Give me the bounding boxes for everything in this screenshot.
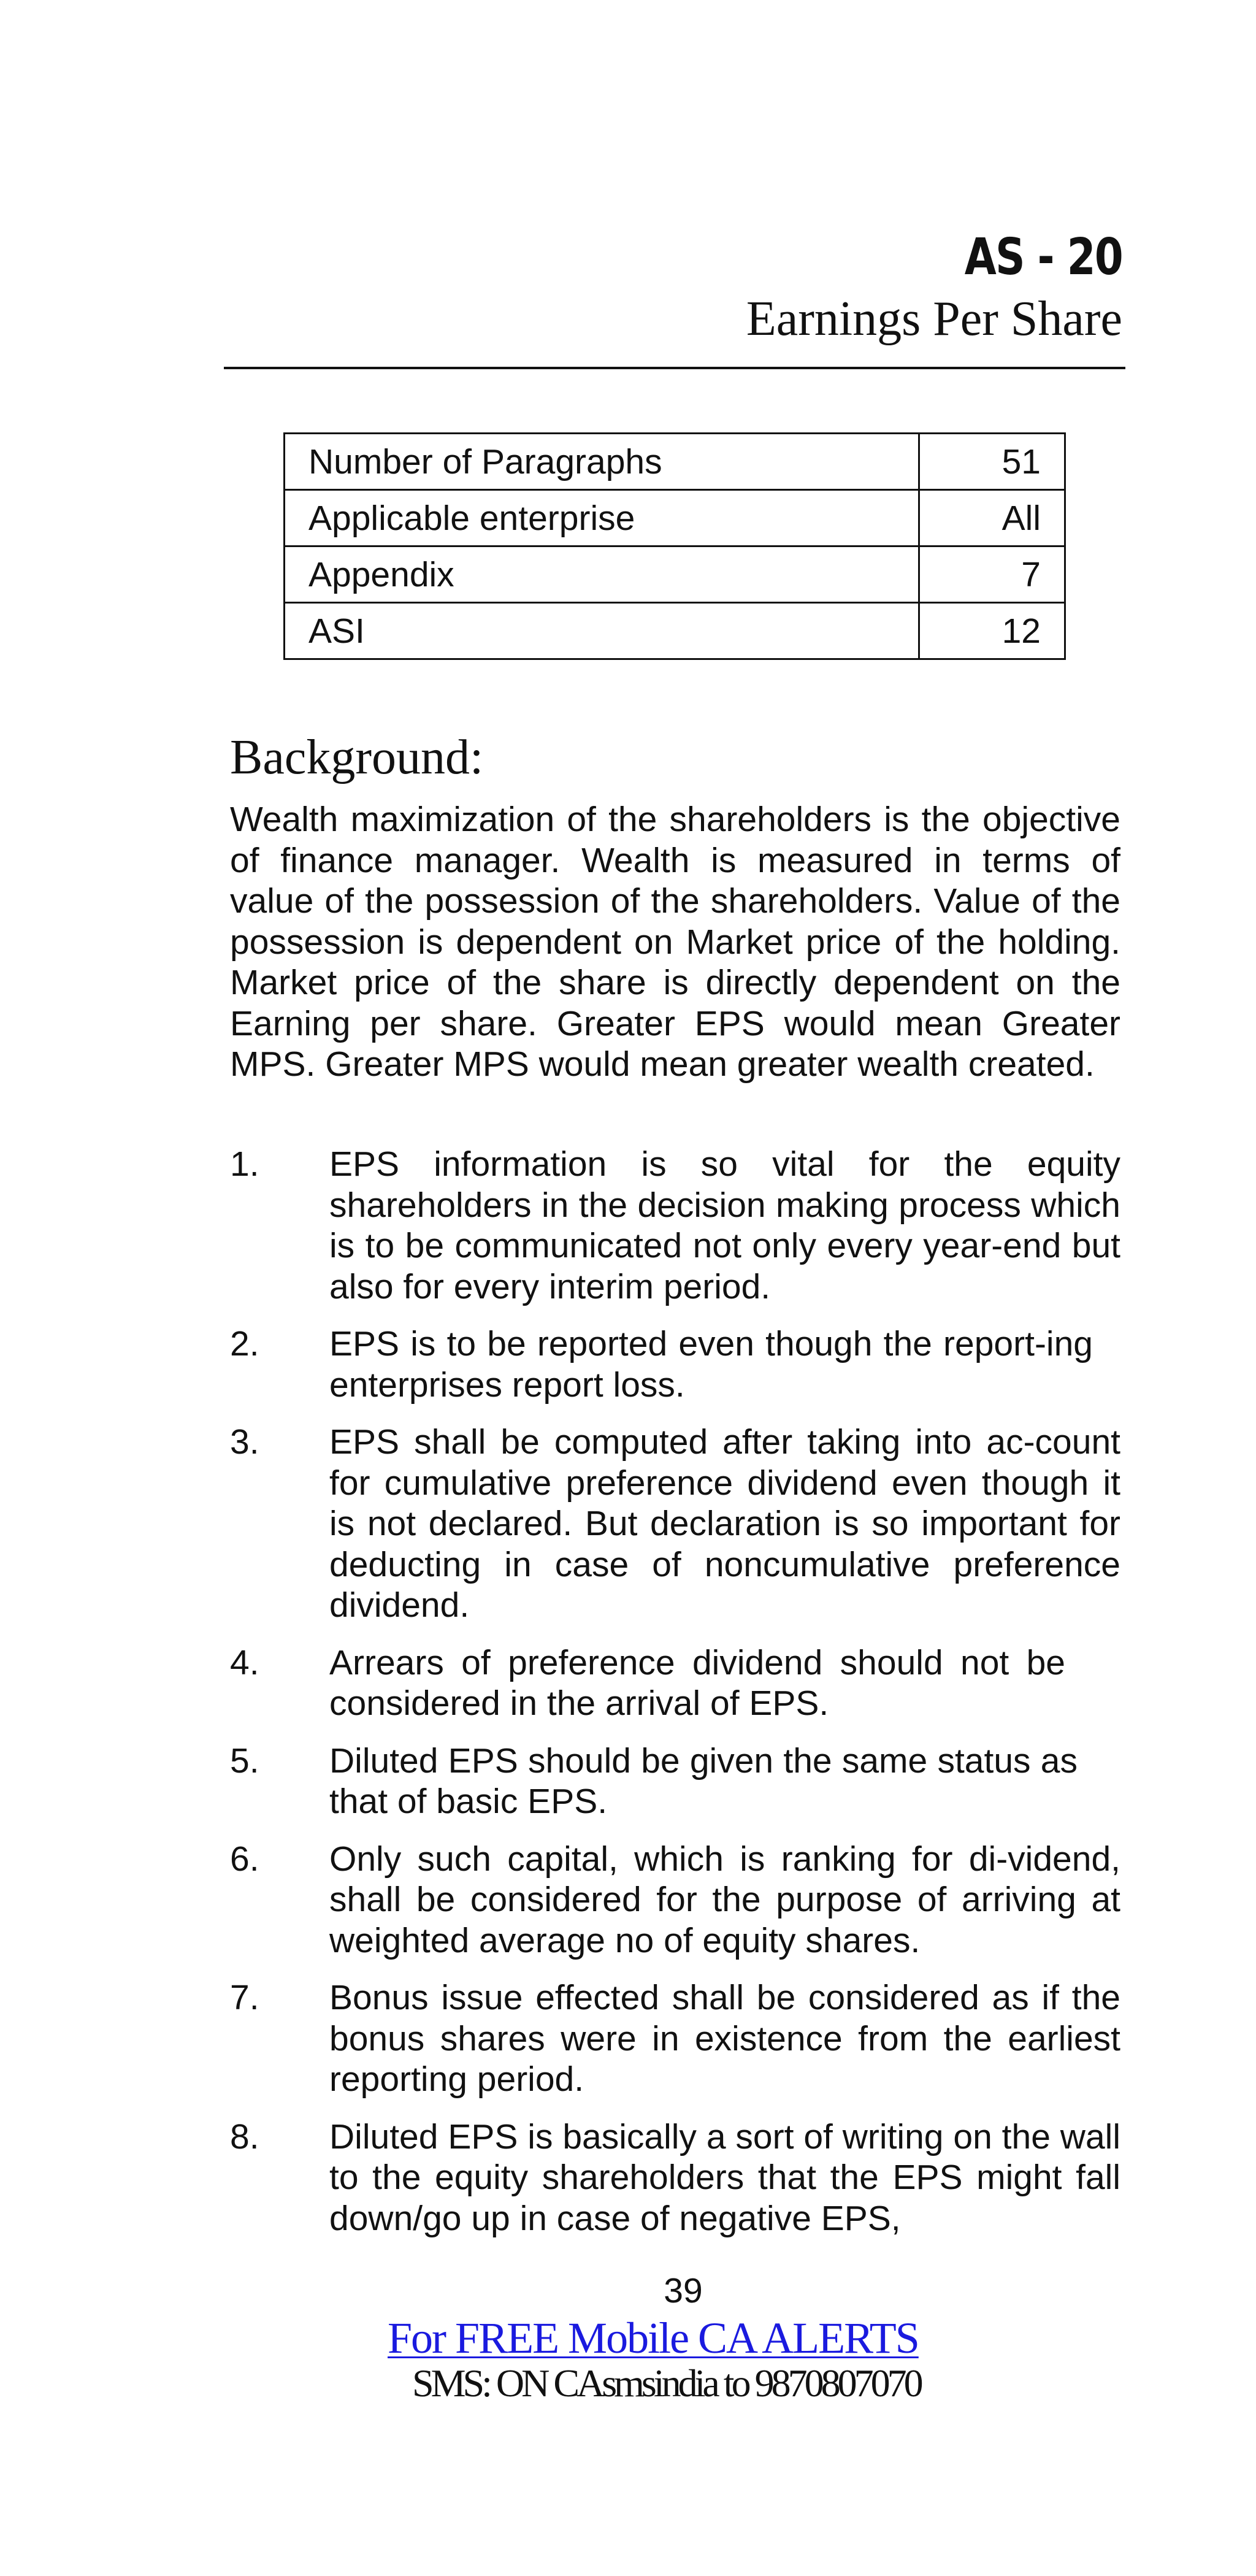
table-cell-label: ASI [285, 603, 919, 659]
list-item [230, 1839, 1120, 1961]
free-alerts-link[interactable]: For FREE Mobile CA ALERTS [388, 2313, 919, 2363]
background-paragraph: Wealth maximization of the shareholders is the objective of finance manager. Wealth is measured in terms of value of the possession of the shareholders. Value of the possession is dependent on Market price of the holding. Market price of the share is directly dependent on the Earning per share. Greater EPS would mean Greater MPS. Greater MPS would mean greater wealth created. [230, 800, 1120, 1084]
table-cell-value: All [919, 490, 1065, 546]
table-row [285, 603, 1065, 659]
list-item [230, 1977, 1120, 2100]
list-item [230, 1144, 1120, 1307]
page-number: 39 [664, 2271, 703, 2310]
table-cell-label: Number of Paragraphs [285, 434, 919, 490]
table-cell-value: 51 [919, 434, 1065, 490]
list-item-number: 4. [230, 1643, 259, 1682]
document-header [224, 227, 1122, 350]
list-item-text: Only such capital, which is ranking for di-vidend, shall be considered for the purpose of arriving at weighted average no of equity shares. [329, 1839, 1120, 1960]
table-cell-label: Applicable enterprise [285, 490, 919, 546]
points-list [230, 1144, 1120, 2255]
sms-instructions: SMS: ON CAsmsindia to 9870807070 [412, 2361, 921, 2405]
summary-table [283, 432, 1066, 660]
list-item-number: 7. [230, 1978, 259, 2017]
standard-code: AS - 20 [964, 228, 1122, 286]
list-item-text: Diluted EPS should be given the same status as that of basic EPS. [329, 1741, 1078, 1821]
list-item-text: Diluted EPS is basically a sort of writing on the wall to the equity shareholders that the EPS might fall down/go up in case of negative EPS, [329, 2117, 1120, 2238]
standard-title: Earnings Per Share [746, 292, 1122, 346]
list-item-text: EPS is to be reported even though the report-ing enterprises report loss. [329, 1324, 1093, 1405]
table-cell-label: Appendix [285, 546, 919, 603]
list-item-number: 8. [230, 2117, 259, 2156]
table-row [285, 434, 1065, 490]
list-item [230, 1324, 1120, 1405]
header-divider [224, 367, 1125, 369]
list-item-number: 1. [230, 1144, 259, 1184]
list-item-number: 2. [230, 1324, 259, 1363]
list-item-number: 5. [230, 1741, 259, 1781]
list-item-number: 6. [230, 1839, 259, 1879]
list-item-text: Arrears of preference dividend should not be considered in the arrival of EPS. [329, 1643, 1065, 1723]
table-cell-value: 7 [919, 546, 1065, 603]
list-item [230, 1422, 1120, 1626]
list-item [230, 2117, 1120, 2239]
table-row [285, 546, 1065, 603]
list-item-text: Bonus issue effected shall be considered as if the bonus shares were in existence from the earliest reporting period. [329, 1978, 1120, 2099]
background-heading: Background: [230, 730, 484, 784]
list-item-number: 3. [230, 1422, 259, 1462]
table-row [285, 490, 1065, 546]
list-item [230, 1643, 1120, 1724]
list-item-text: EPS information is so vital for the equity shareholders in the decision making process which is to be communicated not only every year-end but also for every interim period. [329, 1144, 1120, 1306]
list-item [230, 1741, 1120, 1822]
table-cell-value: 12 [919, 603, 1065, 659]
list-item-text: EPS shall be computed after taking into ac-count for cumulative preference dividend even though it is not declared. But declaration is so important for deducting in case of noncumulative preference dividend. [329, 1422, 1120, 1625]
